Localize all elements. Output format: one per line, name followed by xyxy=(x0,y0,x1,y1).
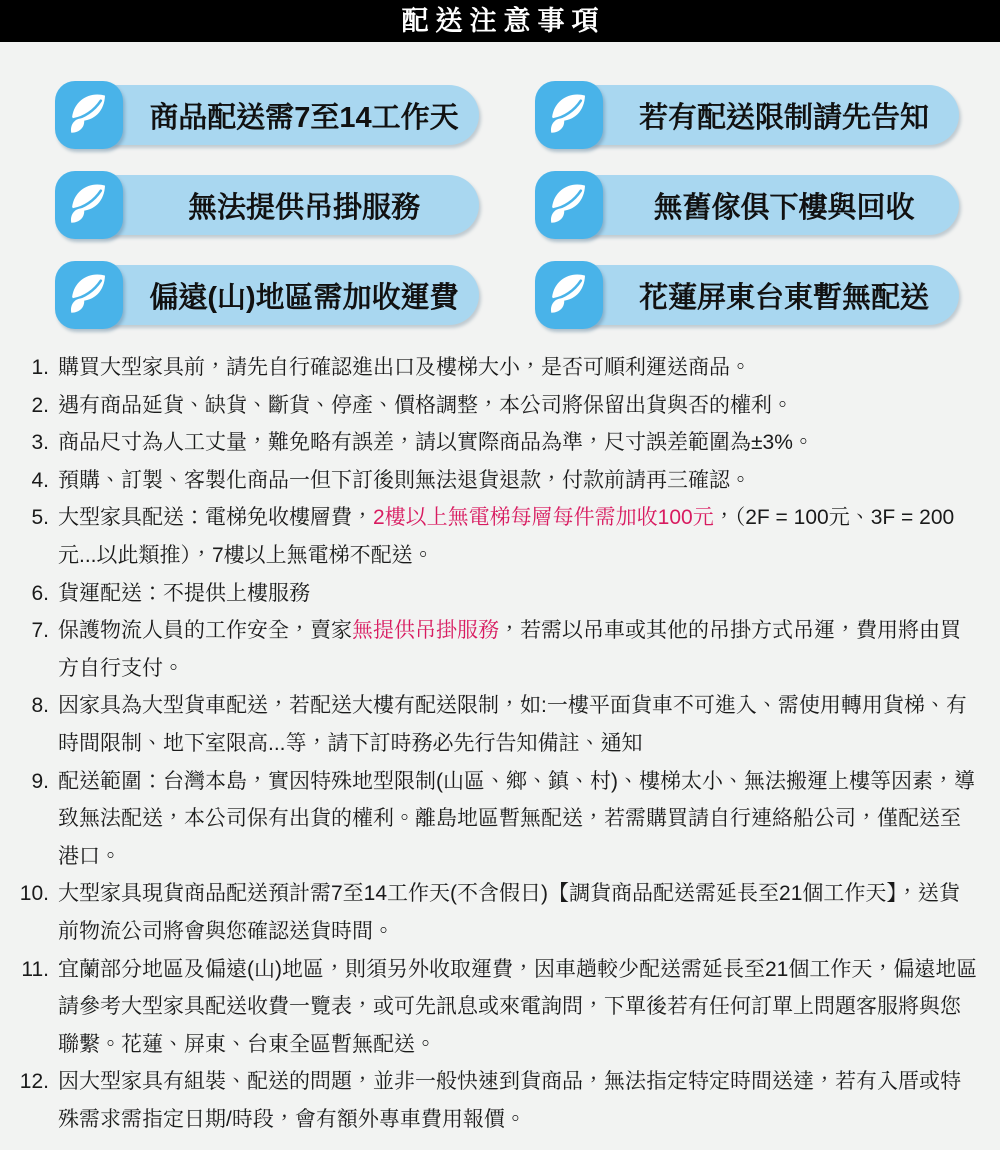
leaf-icon xyxy=(55,171,123,239)
note-number: 3. xyxy=(31,431,49,455)
note-number: 6. xyxy=(31,581,49,605)
note-text xyxy=(58,875,978,950)
note-segment: 因大型家具有組裝、配送的問題，並非一般快速到貨商品，無法指定特定時間送達，若有入厝或特殊需求需指定日期/時段，會有額外專車費用報價。 xyxy=(58,1070,961,1131)
page-header xyxy=(0,0,1000,42)
note-segment: 宜蘭部分地區及偏遠(山)地區，則須另外收取運費，因車趟較少配送需延長至21個工作天，偏遠地區請參考大型家具配送收費一覽表，或可先訊息或來電詢問，下單後若有任何訂單上問題客服將與您聯繫。花蓮、屏東、台東全區暫無配送。 xyxy=(58,957,978,1056)
notice-badge xyxy=(55,171,479,239)
note-item xyxy=(14,763,978,876)
note-text xyxy=(58,349,978,387)
badge-label: 偏遠(山)地區需加收運費 xyxy=(149,281,459,314)
note-item xyxy=(14,387,978,425)
note-number: 4. xyxy=(31,468,49,492)
badges-grid xyxy=(0,42,1000,329)
note-segment: 保護物流人員的工作安全，賣家 xyxy=(58,619,352,643)
note-number: 7. xyxy=(31,619,49,643)
leaf-icon xyxy=(55,261,123,329)
page-title: 配送注意事項 xyxy=(401,5,606,36)
note-item xyxy=(14,875,978,950)
note-item xyxy=(14,424,978,462)
note-segment: 大型家具配送：電梯免收樓層費， xyxy=(58,506,373,530)
note-item xyxy=(14,499,978,574)
note-segment: 因家具為大型貨車配送，若配送大樓有配送限制，如:一樓平面貨車不可進入、需使用轉用貨梯、有時間限制、地下室限高...等，請下訂時務必先行告知備註、通知 xyxy=(58,694,967,755)
note-number: 1. xyxy=(31,356,49,379)
note-item xyxy=(14,349,978,387)
notice-badge xyxy=(535,171,959,239)
notice-badge xyxy=(535,81,959,149)
badge-label: 若有配送限制請先告知 xyxy=(638,101,929,134)
note-text xyxy=(58,462,978,500)
note-text xyxy=(58,575,978,613)
badge-label: 無舊傢俱下樓與回收 xyxy=(653,191,915,224)
notes-list xyxy=(0,329,1000,1138)
highlight-red-text: 2樓以上無電梯每層每件需加收100元 xyxy=(373,506,714,530)
note-item xyxy=(14,687,978,762)
note-number: 5. xyxy=(31,506,49,530)
notice-badge xyxy=(55,81,479,149)
note-item xyxy=(14,612,978,687)
leaf-icon xyxy=(535,171,603,239)
note-segment: 大型家具現貨商品配送預計需7至14工作天(不含假日)【調貨商品配送需延長至21個工作天】，送貨前物流公司將會與您確認送貨時間。 xyxy=(58,882,960,943)
note-text xyxy=(58,612,978,687)
note-text xyxy=(58,387,978,425)
notice-badge xyxy=(55,261,479,329)
note-text xyxy=(58,951,978,1064)
note-item xyxy=(14,951,978,1064)
note-item xyxy=(14,575,978,613)
note-number: 2. xyxy=(31,393,49,417)
badge-label: 商品配送需7至14工作天 xyxy=(149,101,459,134)
note-number: 12. xyxy=(19,1070,49,1094)
note-segment: 商品尺寸為人工丈量，難免略有誤差，請以實際商品為準，尺寸誤差範圍為±3%。 xyxy=(58,431,814,455)
note-number: 9. xyxy=(31,769,49,793)
note-item xyxy=(14,1063,978,1138)
note-segment: 購買大型家具前，請先自行確認進出口及樓梯大小，是否可順利運送商品。 xyxy=(58,356,751,379)
note-text xyxy=(58,424,978,462)
note-number: 11. xyxy=(21,957,49,981)
note-item xyxy=(14,462,978,500)
badge-label: 花蓮屏東台東暫無配送 xyxy=(638,281,929,314)
highlight-red-text: 無提供吊掛服務 xyxy=(352,619,499,643)
note-number: 8. xyxy=(31,694,49,718)
leaf-icon xyxy=(535,81,603,149)
note-number: 10. xyxy=(19,882,49,906)
leaf-icon xyxy=(55,81,123,149)
notice-badge xyxy=(535,261,959,329)
leaf-icon xyxy=(535,261,603,329)
note-text xyxy=(58,687,978,762)
note-segment: 預購、訂製、客製化商品一但下訂後則無法退貨退款，付款前請再三確認。 xyxy=(58,468,751,492)
note-text xyxy=(58,1063,978,1138)
note-segment: 遇有商品延貨、缺貨、斷貨、停產、價格調整，本公司將保留出貨與否的權利。 xyxy=(58,393,793,417)
badge-label: 無法提供吊掛服務 xyxy=(187,191,420,224)
note-segment: ，（2F = 100元、3F = 200元...以此類推），7樓以上無電梯不配送。 xyxy=(58,506,955,567)
note-text xyxy=(58,763,978,876)
note-segment: 配送範圍：台灣本島，實因特殊地型限制(山區、鄉、鎮、村)、樓梯太小、無法搬運上樓等因素，導致無法配送，本公司保有出貨的權利。離島地區暫無配送，若需購買請自行連絡船公司，僅配送至港口。 xyxy=(58,769,975,868)
note-segment: 貨運配送：不提供上樓服務 xyxy=(58,581,310,605)
note-segment: ，若需以吊車或其他的吊掛方式吊運，費用將由買方自行支付。 xyxy=(58,619,961,680)
note-text xyxy=(58,499,978,574)
